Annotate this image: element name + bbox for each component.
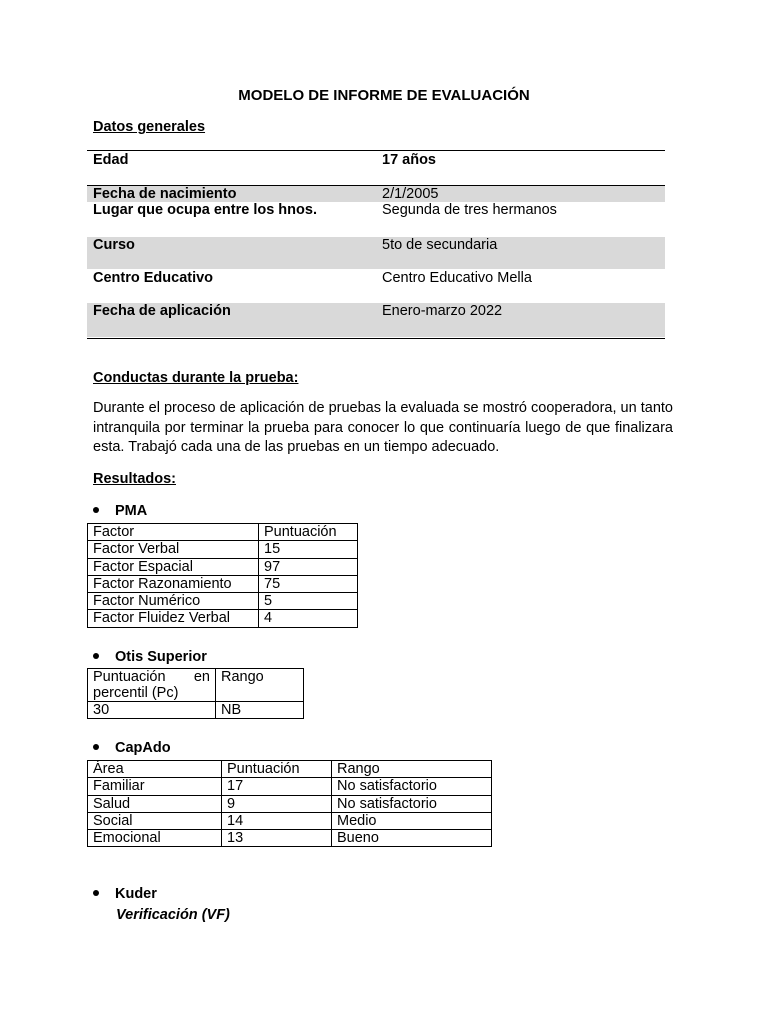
column-header: Factor	[88, 524, 259, 541]
kuder-heading-label: Kuder	[115, 886, 157, 902]
general-row-sibling-order	[87, 202, 665, 236]
column-header: Puntuación	[259, 524, 358, 541]
general-value: Enero-marzo 2022	[382, 303, 503, 319]
table-bottom-rule	[87, 338, 665, 339]
table-header-row	[88, 524, 358, 541]
document-title: MODELO DE INFORME DE EVALUACIÓN	[238, 87, 530, 104]
table-cell: 13	[222, 830, 332, 847]
otis-heading-label: Otis Superior	[115, 649, 207, 665]
table-cell: Factor Fluidez Verbal	[88, 610, 259, 627]
table-cell: No satisfactorio	[332, 778, 492, 795]
general-row-application-date	[87, 303, 665, 337]
table-cell: Familiar	[88, 778, 222, 795]
table-cell: 5	[259, 593, 358, 610]
kuder-heading	[93, 886, 157, 902]
table-cell: 14	[222, 812, 332, 829]
table-cell: Salud	[88, 795, 222, 812]
table-cell: 30	[88, 702, 216, 719]
pma-table	[87, 523, 358, 628]
capado-table	[87, 760, 492, 847]
table-row	[88, 610, 358, 627]
kuder-subheading: Verificación (VF)	[116, 907, 230, 923]
general-value: 17 años	[382, 152, 436, 168]
table-cell: 75	[259, 575, 358, 592]
table-cell: 15	[259, 541, 358, 558]
general-row-school	[87, 270, 665, 303]
general-value: 2/1/2005	[382, 186, 439, 202]
table-rule	[87, 185, 665, 186]
capado-heading-label: CapAdo	[115, 740, 171, 756]
table-row	[88, 702, 304, 719]
table-cell: 4	[259, 610, 358, 627]
table-row	[88, 795, 492, 812]
column-header: Área	[88, 761, 222, 778]
table-cell: Factor Espacial	[88, 558, 259, 575]
general-label: Lugar que ocupa entre los hnos.	[93, 202, 317, 218]
table-cell: Factor Numérico	[88, 593, 259, 610]
table-cell: Social	[88, 812, 222, 829]
column-header: Rango	[332, 761, 492, 778]
table-cell: Factor Razonamiento	[88, 575, 259, 592]
results-heading: Resultados:	[93, 471, 176, 487]
otis-heading	[93, 649, 207, 665]
table-row	[88, 812, 492, 829]
general-value: Segunda de tres hermanos	[382, 202, 557, 218]
table-row	[88, 830, 492, 847]
conduct-paragraph: Durante el proceso de aplicación de pruebas la evaluada se mostró cooperadora, un tanto intranquila por terminar la prueba para conocer lo que continuaría luego de que finalizara esta. Trabajó cada una de las pruebas en un tiempo adecuado.	[93, 400, 673, 455]
table-cell: Emocional	[88, 830, 222, 847]
bullet-icon	[93, 890, 99, 896]
table-cell: 97	[259, 558, 358, 575]
pma-heading-label: PMA	[115, 503, 148, 519]
table-cell: NB	[216, 702, 304, 719]
pma-heading	[93, 503, 147, 519]
general-label: Fecha de aplicación	[93, 303, 231, 319]
table-cell: Bueno	[332, 830, 492, 847]
bullet-icon	[93, 744, 99, 750]
general-data-heading: Datos generales	[93, 119, 206, 135]
table-header-row	[88, 761, 492, 778]
general-label: Curso	[93, 237, 135, 253]
bullet-icon	[93, 653, 99, 659]
general-value: Centro Educativo Mella	[382, 270, 532, 286]
general-row-age	[87, 151, 665, 185]
general-label: Centro Educativo	[93, 270, 214, 286]
table-row	[88, 593, 358, 610]
table-cell: 17	[222, 778, 332, 795]
column-header: Rango	[216, 669, 304, 702]
table-cell: Medio	[332, 812, 492, 829]
table-row	[88, 558, 358, 575]
general-label: Fecha de nacimiento	[93, 186, 237, 202]
otis-table	[87, 668, 304, 719]
general-row-course	[87, 237, 665, 269]
conduct-heading: Conductas durante la prueba:	[93, 370, 299, 386]
table-cell: Factor Verbal	[88, 541, 259, 558]
table-row	[88, 778, 492, 795]
table-cell: 9	[222, 795, 332, 812]
table-cell: No satisfactorio	[332, 795, 492, 812]
general-label: Edad	[93, 152, 129, 168]
table-row	[88, 541, 358, 558]
capado-heading	[93, 740, 171, 756]
bullet-icon	[93, 507, 99, 513]
general-row-birthdate	[87, 186, 665, 202]
table-header-row	[88, 669, 304, 702]
column-header: Puntuación	[222, 761, 332, 778]
column-header: Puntuación en percentil (Pc)	[88, 669, 216, 702]
general-value: 5to de secundaria	[382, 237, 498, 253]
table-row	[88, 575, 358, 592]
